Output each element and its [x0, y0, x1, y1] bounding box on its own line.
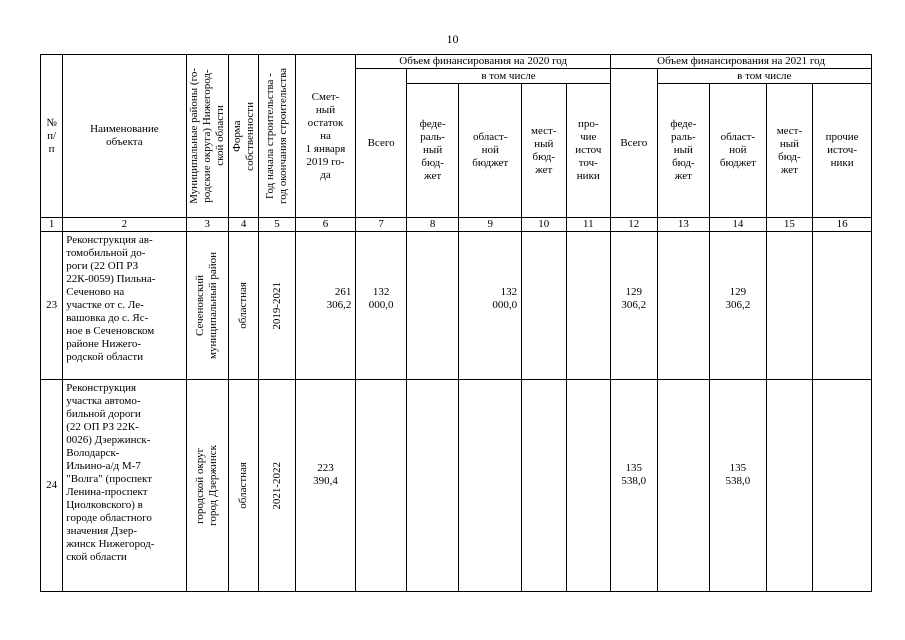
oth-2020-cell: [566, 380, 611, 592]
fed-2020-cell: [406, 232, 459, 380]
header-reg-2021: област- ной бюджет: [710, 84, 767, 218]
oth-2021-cell: [813, 380, 872, 592]
col-number: 5: [259, 218, 295, 232]
object-name: Реконструкция участка автомо- бильной дороги (22 ОП РЗ 22К- 0026) Дзержинск- Володарск- Ильино-а/д М-7 "Волга" (проспект Ленина-проспект Циолковского) в городе областного значения Дзер- жинск Нижегород- ской области: [63, 380, 186, 592]
reg-2020-cell: 132 000,0: [459, 232, 522, 380]
col-number: 14: [710, 218, 767, 232]
district-cell: городской округ город Дзержинск: [186, 380, 228, 592]
loc-2020-cell: [522, 232, 566, 380]
col-number: 1: [41, 218, 63, 232]
table-row: [41, 232, 872, 380]
district-cell: Сеченовский муниципальный район: [186, 232, 228, 380]
reg-2021-cell: 135 538,0: [710, 380, 767, 592]
col-number: 15: [766, 218, 812, 232]
loc-2021-cell: [766, 380, 812, 592]
col-number: 7: [356, 218, 407, 232]
years-cell: 2019-2021: [259, 232, 295, 380]
page-number: 10: [446, 32, 459, 46]
total-2020-cell: 132 000,0: [356, 232, 407, 380]
years-cell: 2021-2022: [259, 380, 295, 592]
header-no: № п/ п: [41, 55, 63, 218]
row-number: 24: [41, 380, 63, 592]
table-row: [41, 380, 872, 592]
col-number: 3: [186, 218, 228, 232]
col-number: 2: [63, 218, 186, 232]
loc-2021-cell: [766, 232, 812, 380]
reg-2021-cell: 129 306,2: [710, 232, 767, 380]
header-fed-2020: феде- раль- ный бюд- жет: [406, 84, 459, 218]
ownership-cell: областная: [229, 380, 259, 592]
fed-2020-cell: [406, 380, 459, 592]
header-district: Муниципальные районы (го- родские округа) Нижегород- ской области: [186, 55, 228, 218]
header-total-2020: Всего: [356, 69, 407, 218]
col-number: 12: [611, 218, 657, 232]
header-reg-2020: област- ной бюджет: [459, 84, 522, 218]
col-number: 6: [295, 218, 356, 232]
header-estimate: Смет- ный остаток на 1 января 2019 го- да: [295, 55, 356, 218]
reg-2020-cell: [459, 380, 522, 592]
total-2021-cell: 135 538,0: [611, 380, 657, 592]
header-oth-2021: прочие источ- ники: [813, 84, 872, 218]
col-number: 9: [459, 218, 522, 232]
header-name: Наименование объекта: [63, 55, 186, 218]
col-number: 11: [566, 218, 611, 232]
header-total-2021: Всего: [611, 69, 657, 218]
col-number: 8: [406, 218, 459, 232]
total-2020-cell: [356, 380, 407, 592]
header-oth-2020: про- чие источ точ- ники: [566, 84, 611, 218]
col-number: 13: [657, 218, 710, 232]
header-ownership: Форма собственности: [229, 55, 259, 218]
oth-2020-cell: [566, 232, 611, 380]
header-loc-2020: мест- ный бюд- жет: [522, 84, 566, 218]
loc-2020-cell: [522, 380, 566, 592]
header-incl-2021: в том числе: [657, 69, 871, 84]
header-loc-2021: мест- ный бюд- жет: [766, 84, 812, 218]
estimate-cell: 261 306,2: [295, 232, 356, 380]
fed-2021-cell: [657, 380, 710, 592]
fed-2021-cell: [657, 232, 710, 380]
col-number: 10: [522, 218, 566, 232]
funding-table: [40, 54, 872, 592]
col-number: 4: [229, 218, 259, 232]
oth-2021-cell: [813, 232, 872, 380]
estimate-cell: 223 390,4: [295, 380, 356, 592]
header-incl-2020: в том числе: [406, 69, 610, 84]
header-funding-2020: Объем финансирования на 2020 год: [356, 55, 611, 69]
col-number: 16: [813, 218, 872, 232]
header-funding-2021: Объем финансирования на 2021 год: [611, 55, 872, 69]
row-number: 23: [41, 232, 63, 380]
object-name: Реконструкция ав- томобильной до- роги (22 ОП РЗ 22К-0059) Пильна- Сеченово на участке от с. Ле- вашовка до с. Яс- ное в Сеченовском районе Нижего- родской области: [63, 232, 186, 380]
header-fed-2021: феде- раль- ный бюд- жет: [657, 84, 710, 218]
ownership-cell: областная: [229, 232, 259, 380]
total-2021-cell: 129 306,2: [611, 232, 657, 380]
header-years: Год начала строительства - год окончания строительства: [259, 55, 295, 218]
column-number-row: [41, 218, 872, 232]
